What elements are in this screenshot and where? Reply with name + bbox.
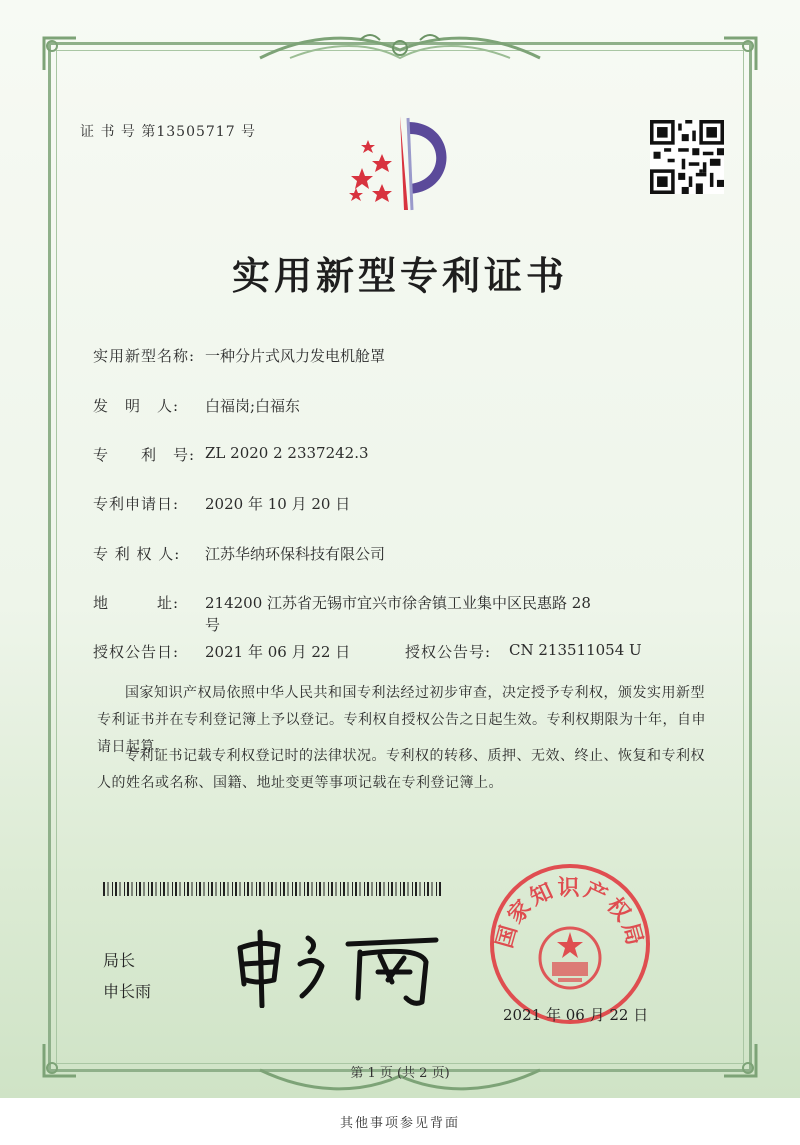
corner-ornament-top-left (40, 34, 80, 74)
director-name: 申长雨 (103, 982, 152, 1001)
utility-model-name-label: 实用新型名称: (93, 347, 196, 365)
certificate-title: 实用新型专利证书 (231, 254, 568, 298)
patent-number-value: ZL 2020 2 2337242.3 (205, 444, 369, 462)
address-value-line1: 214200 江苏省无锡市宜兴市徐舍镇工业集中区民惠路 28 (205, 594, 591, 612)
director-title: 局长 (103, 951, 136, 970)
page-number: 第 1 页 (共 2 页) (350, 1066, 450, 1081)
address-row (93, 592, 591, 634)
filing-date-row (93, 493, 351, 514)
filing-date-label: 专利申请日: (93, 495, 180, 513)
legal-status-paragraph: 专利证书记载专利权登记时的法律状况。专利权的转移、质押、无效、终止、恢复和专利权人的姓名或名称、国籍、地址变更等事项记载在专利登记簿上。 (97, 748, 705, 791)
patent-number-row (93, 444, 369, 465)
grant-number-row (405, 641, 642, 662)
patent-office-logo (338, 110, 468, 220)
inventor-label: 发 明 人: (93, 397, 180, 415)
qr-code (650, 120, 724, 194)
address-label: 地 址: (93, 594, 180, 612)
address-value-line2: 号 (205, 616, 221, 634)
back-side-note: 其他事项参见背面 (339, 1116, 460, 1131)
grant-number-label: 授权公告号: (405, 643, 492, 661)
barcode (103, 882, 443, 896)
inventor-row (93, 395, 301, 416)
grant-date-value: 2021 年 06 月 22 日 (205, 643, 351, 661)
utility-model-name-row (93, 345, 386, 366)
patentee-row (93, 543, 386, 564)
filing-date-value: 2020 年 10 月 20 日 (205, 495, 351, 513)
director-signature (230, 918, 460, 1008)
corner-ornament-top-right (720, 34, 760, 74)
utility-model-name-value: 一种分片式风力发电机舱罩 (205, 347, 386, 365)
grant-date-row (93, 641, 351, 662)
patentee-label: 专 利 权 人: (93, 545, 181, 563)
grant-date-label: 授权公告日: (93, 643, 180, 661)
inventor-value: 白福岗;白福东 (205, 397, 301, 415)
top-ornament (250, 28, 550, 68)
patentee-value: 江苏华纳环保科技有限公司 (205, 545, 386, 563)
official-seal (488, 862, 652, 1026)
seal-date: 2021 年 06 月 22 日 (503, 1006, 649, 1024)
certificate-number: 证 书 号 第13505717 号 (80, 124, 257, 140)
seal-text: 国家知识产权局 (492, 875, 648, 951)
patent-number-label: 专 利 号: (93, 446, 196, 464)
grant-number-value: CN 213511054 U (509, 641, 642, 659)
grant-statement-paragraph: 国家知识产权局依照中华人民共和国专利法经过初步审查，决定授予专利权，颁发实用新型专利证书并在专利登记簿上予以登记。专利权自授权公告之日起生效。专利权期限为十年，自申请日起算。 (97, 685, 706, 755)
